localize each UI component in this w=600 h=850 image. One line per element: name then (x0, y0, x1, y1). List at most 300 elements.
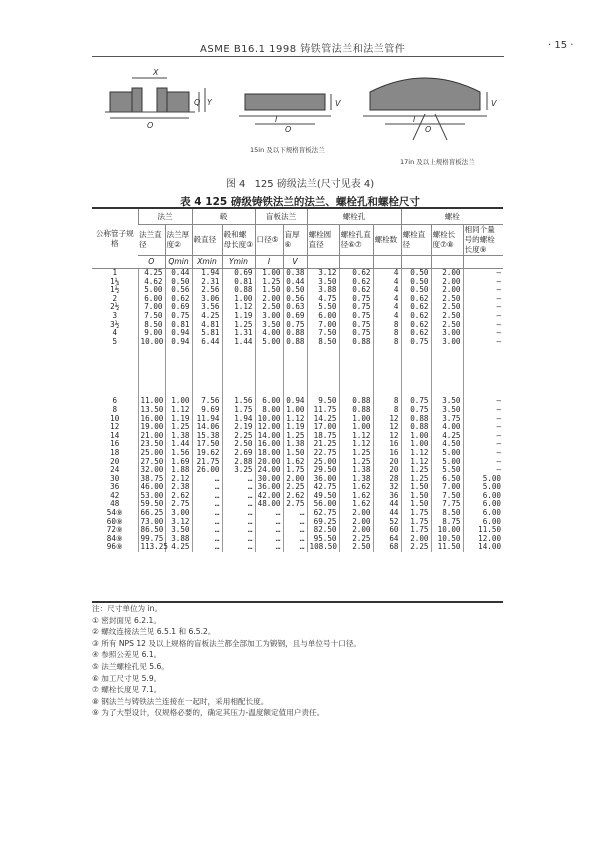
value-cell: 11.50 (431, 543, 463, 552)
value-cell: 11.00 (138, 397, 165, 406)
value-cell: 3.50 (431, 397, 463, 406)
value-cell: 0.75 (339, 303, 373, 312)
value-cell: 1.00 (401, 440, 431, 449)
value-cell: 2.50 (431, 321, 463, 330)
value-cell: 2.12 (165, 475, 192, 484)
col-symbol (339, 256, 373, 269)
col-symbol (463, 256, 503, 269)
value-cell: … (255, 518, 283, 527)
value-cell: 3.50 (307, 278, 339, 287)
value-cell: 0.94 (165, 338, 192, 347)
col-symbol: O (138, 256, 165, 269)
value-cell: 59.50 (138, 500, 165, 509)
blank-cell (339, 346, 373, 397)
value-cell: 1.25 (339, 458, 373, 467)
value-cell: 7.50 (431, 492, 463, 501)
value-cell: 5.50 (431, 466, 463, 475)
blank-cell (92, 346, 138, 397)
value-cell: 26.00 (192, 466, 222, 475)
value-cell: 6.44 (192, 338, 222, 347)
value-cell: … (192, 509, 222, 518)
value-cell: 82.50 (307, 526, 339, 535)
dim-o2-label: O (285, 125, 292, 134)
value-cell: — (463, 449, 503, 458)
value-cell: 36 (373, 492, 401, 501)
group-bolt-holes: 螺栓孔 (307, 209, 401, 225)
value-cell: 73.00 (138, 518, 165, 527)
value-cell: 86.50 (138, 526, 165, 535)
value-cell: 20 (373, 458, 401, 467)
value-cell: 0.88 (339, 338, 373, 347)
blank-cell (222, 346, 255, 397)
value-cell: 2.00 (255, 295, 283, 304)
value-cell: 3.75 (431, 415, 463, 424)
value-cell: 30.00 (255, 475, 283, 484)
value-cell: 60 (373, 526, 401, 535)
dim-i-label: I (275, 115, 278, 124)
col-symbol (373, 256, 401, 269)
group-bolts: 螺栓 (401, 209, 503, 225)
note-line: ⑤ 法兰螺栓孔见 5.6。 (92, 661, 169, 671)
value-cell: 2.19 (222, 423, 255, 432)
col-header: 螺栓数 (373, 225, 401, 256)
value-cell: 8.75 (431, 518, 463, 527)
value-cell: 20 (373, 466, 401, 475)
value-cell: 14.25 (307, 415, 339, 424)
value-cell: 22.75 (307, 449, 339, 458)
nps-cell: 1¼ (110, 276, 120, 286)
value-cell: 1.94 (192, 269, 222, 278)
value-cell: 8 (373, 338, 401, 347)
blank-cell (255, 346, 283, 397)
value-cell: 1.38 (339, 475, 373, 484)
value-cell: — (463, 338, 503, 347)
value-cell: 0.88 (283, 329, 307, 338)
value-cell: … (192, 543, 222, 552)
value-cell: 44 (373, 509, 401, 518)
blank-cell (373, 346, 401, 397)
value-cell: 0.50 (165, 278, 192, 287)
value-cell: 6.00 (463, 509, 503, 518)
value-cell: 1.62 (283, 458, 307, 467)
value-cell: 5.00 (431, 458, 463, 467)
value-cell: 113.25 (138, 543, 165, 552)
dim-i2-label: I (413, 115, 416, 124)
value-cell: 2.75 (283, 500, 307, 509)
col-symbol: Ymin (222, 256, 255, 269)
value-cell: 2.25 (222, 432, 255, 441)
value-cell: 4.75 (307, 295, 339, 304)
value-cell: 95.50 (307, 535, 339, 544)
value-cell: 28 (373, 475, 401, 484)
right-blind-label: 17in 及以上规格盲板法兰 (400, 158, 475, 166)
value-cell: 8 (373, 321, 401, 330)
nps-cell: 3 (112, 310, 118, 320)
value-cell: 1.56 (165, 449, 192, 458)
value-cell: 2.88 (222, 458, 255, 467)
value-cell: 0.75 (339, 329, 373, 338)
value-cell: … (192, 500, 222, 509)
value-cell: … (255, 543, 283, 552)
value-cell: 2.00 (283, 475, 307, 484)
value-cell: — (463, 329, 503, 338)
col-header: 盲厚⑥ (283, 225, 307, 256)
value-cell: 64 (373, 535, 401, 544)
value-cell: 5.81 (192, 329, 222, 338)
value-cell: … (283, 543, 307, 552)
value-cell: 4.25 (431, 432, 463, 441)
value-cell: — (463, 269, 503, 278)
value-cell: 1.12 (165, 406, 192, 415)
value-cell: 12 (373, 432, 401, 441)
value-cell: 7.00 (138, 303, 165, 312)
value-cell: 0.81 (222, 278, 255, 287)
nps-cell: 8 (112, 404, 118, 414)
nps-cell: 72⑨ (106, 525, 123, 535)
value-cell: 32 (373, 483, 401, 492)
value-cell: 7.56 (192, 397, 222, 406)
value-cell: 42.75 (307, 483, 339, 492)
value-cell: — (463, 295, 503, 304)
value-cell: 1.25 (222, 321, 255, 330)
value-cell: 0.75 (401, 338, 431, 347)
value-cell: 8.50 (138, 321, 165, 330)
value-cell: 3.12 (307, 269, 339, 278)
value-cell: 1.00 (255, 269, 283, 278)
group-flange: 法兰 (138, 209, 192, 225)
col-symbol (401, 256, 431, 269)
value-cell: 1.00 (165, 397, 192, 406)
value-cell: 1.50 (401, 500, 431, 509)
value-cell: 3.00 (431, 338, 463, 347)
nps-cell: 2½ (110, 302, 120, 312)
value-cell: 0.69 (222, 269, 255, 278)
value-cell: 3.50 (165, 526, 192, 535)
nps-cell: 6 (112, 396, 118, 406)
value-cell: 5.00 (255, 338, 283, 347)
col-header: 螺栓长度⑦⑧ (431, 225, 463, 256)
value-cell: 8.50 (431, 509, 463, 518)
value-cell: — (463, 423, 503, 432)
blank-cell (192, 346, 222, 397)
value-cell: 6.00 (255, 397, 283, 406)
value-cell: 0.62 (401, 312, 431, 321)
value-cell: 2.00 (339, 526, 373, 535)
value-cell: 0.75 (283, 321, 307, 330)
value-cell: 2.50 (431, 295, 463, 304)
value-cell: 18.75 (307, 432, 339, 441)
value-cell: 4.81 (192, 321, 222, 330)
value-cell: — (463, 466, 503, 475)
value-cell: — (463, 278, 503, 287)
value-cell: 12 (373, 423, 401, 432)
value-cell: 10.00 (138, 338, 165, 347)
value-cell: 1.19 (222, 312, 255, 321)
value-cell: … (192, 492, 222, 501)
nps-cell: 4 (112, 328, 118, 338)
value-cell: 6.00 (463, 500, 503, 509)
value-cell: 8.00 (255, 406, 283, 415)
value-cell: 1.56 (222, 397, 255, 406)
value-cell: 1.88 (165, 466, 192, 475)
value-cell: 1.25 (401, 466, 431, 475)
value-cell: 18.00 (255, 449, 283, 458)
value-cell: 1.50 (401, 492, 431, 501)
value-cell: … (222, 492, 255, 501)
value-cell: 1.19 (283, 423, 307, 432)
blank-cell (401, 346, 431, 397)
col-header: 相同个量号的螺栓长度⑨ (463, 225, 503, 256)
value-cell: … (192, 526, 222, 535)
group-blind-flange: 盲板法兰 (255, 209, 307, 225)
value-cell: 5.00 (138, 286, 165, 295)
value-cell: 12.00 (255, 423, 283, 432)
col-nps-header: 公称管子规格 (92, 209, 138, 269)
value-cell: 1.75 (401, 509, 431, 518)
value-cell: 5.00 (431, 449, 463, 458)
value-cell: 1.12 (401, 458, 431, 467)
value-cell: 0.50 (401, 269, 431, 278)
flange-drawing (95, 64, 505, 176)
value-cell: 29.50 (307, 466, 339, 475)
value-cell: 0.75 (165, 312, 192, 321)
value-cell: 32.00 (138, 466, 165, 475)
nps-cell: 3½ (110, 319, 120, 329)
value-cell: 1.25 (255, 278, 283, 287)
value-cell: 0.50 (401, 278, 431, 287)
value-cell: 2.00 (431, 278, 463, 287)
value-cell: 2.56 (192, 286, 222, 295)
value-cell: 1.00 (339, 423, 373, 432)
value-cell: 14.00 (255, 432, 283, 441)
value-cell: 0.88 (401, 415, 431, 424)
value-cell: 2.00 (431, 286, 463, 295)
value-cell: 1.75 (222, 406, 255, 415)
value-cell: 0.50 (283, 286, 307, 295)
note-line: ⑦ 螺栓长度见 7.1。 (92, 685, 162, 695)
col-symbol (431, 256, 463, 269)
value-cell: 0.81 (165, 321, 192, 330)
value-cell: 7.75 (431, 500, 463, 509)
value-cell: 108.50 (307, 543, 339, 552)
value-cell: 1.25 (165, 423, 192, 432)
value-cell: 12.00 (463, 535, 503, 544)
value-cell: 10.50 (431, 535, 463, 544)
value-cell: 4.62 (138, 278, 165, 287)
value-cell: 1.69 (165, 458, 192, 467)
value-cell: — (463, 303, 503, 312)
table-title: 表 4 125 磅级铸铁法兰的法兰、螺栓孔和螺栓尺寸 (180, 196, 420, 208)
value-cell: 52 (373, 518, 401, 527)
nps-cell: 96⑨ (106, 542, 123, 552)
value-cell: 36.00 (307, 475, 339, 484)
value-cell: 0.62 (401, 329, 431, 338)
value-cell: 4.00 (431, 423, 463, 432)
nps-cell: 1½ (110, 285, 120, 295)
value-cell: 2.50 (255, 303, 283, 312)
blank-cell (283, 346, 307, 397)
dim-q-label: Q (194, 98, 201, 107)
value-cell: 2.50 (431, 312, 463, 321)
value-cell: 3.12 (165, 518, 192, 527)
value-cell: 9.69 (192, 406, 222, 415)
value-cell: 16 (373, 440, 401, 449)
value-cell: 2.62 (283, 492, 307, 501)
nps-cell: 20 (110, 456, 120, 466)
page-number: · 15 · (548, 40, 574, 51)
value-cell: … (222, 500, 255, 509)
figure-caption-text: 125 磅级法兰(尺寸见表 4) (254, 179, 375, 190)
value-cell: 0.88 (401, 423, 431, 432)
value-cell: 0.62 (401, 295, 431, 304)
value-cell: 3.88 (307, 286, 339, 295)
value-cell: 0.94 (165, 329, 192, 338)
value-cell: 0.94 (283, 397, 307, 406)
value-cell: 17.50 (192, 440, 222, 449)
value-cell: — (463, 432, 503, 441)
value-cell: 0.62 (339, 269, 373, 278)
value-cell: 2.69 (222, 449, 255, 458)
value-cell: 1.25 (339, 449, 373, 458)
value-cell: 8.50 (307, 338, 339, 347)
value-cell: — (463, 415, 503, 424)
value-cell: … (222, 535, 255, 544)
value-cell: 0.88 (283, 338, 307, 347)
value-cell: 0.88 (339, 406, 373, 415)
value-cell: 8 (373, 397, 401, 406)
value-cell: … (222, 475, 255, 484)
value-cell: … (192, 535, 222, 544)
value-cell: 1.25 (401, 475, 431, 484)
value-cell: — (463, 440, 503, 449)
col-header: 螺栓直径 (401, 225, 431, 256)
value-cell: 38.75 (138, 475, 165, 484)
value-cell: 56.00 (307, 500, 339, 509)
value-cell: 0.75 (339, 295, 373, 304)
value-cell: 53.00 (138, 492, 165, 501)
value-cell: 3.88 (165, 535, 192, 544)
value-cell: 4 (373, 278, 401, 287)
col-header: 法兰厚度② (165, 225, 192, 256)
value-cell: 1.19 (165, 415, 192, 424)
value-cell: 2.25 (401, 543, 431, 552)
value-cell: 2.00 (339, 518, 373, 527)
note-line: ⑨ 为了大型设计，仅规格必要的，确定其压力-温度额定值用户责任。 (92, 708, 325, 718)
nps-cell: 30 (110, 473, 120, 483)
note-line: ③ 所有 NPS 12 及以上规格的盲板法兰都全部加工为锻钢，且与单位号十口径。 (92, 638, 362, 648)
dim-v-label: V (335, 99, 341, 108)
blank-cell (463, 346, 503, 397)
value-cell: 2.00 (431, 269, 463, 278)
value-cell: 1.44 (222, 338, 255, 347)
value-cell: 9.50 (307, 397, 339, 406)
value-cell: … (283, 535, 307, 544)
col-symbol (307, 256, 339, 269)
value-cell: 1.94 (222, 415, 255, 424)
value-cell: 1.12 (339, 440, 373, 449)
figure-number: 图 4 (225, 179, 246, 190)
nps-cell: 48 (110, 499, 120, 509)
page-header (0, 38, 600, 54)
value-cell: 0.62 (401, 321, 431, 330)
value-cell: 19.00 (138, 423, 165, 432)
nps-cell: 12 (110, 422, 120, 432)
group-hub: 毂 (192, 209, 255, 225)
value-cell: 2.38 (165, 483, 192, 492)
value-cell: 2.25 (283, 483, 307, 492)
value-cell: 0.88 (222, 286, 255, 295)
value-cell: 6.00 (463, 518, 503, 527)
value-cell: 1.44 (165, 440, 192, 449)
dim-x-label: X (153, 68, 159, 77)
value-cell: … (222, 543, 255, 552)
col-header: 毂直径 (192, 225, 222, 256)
value-cell: … (255, 535, 283, 544)
value-cell: 6.00 (138, 295, 165, 304)
value-cell: 7.00 (307, 321, 339, 330)
value-cell: 8 (373, 329, 401, 338)
value-cell: 1.12 (283, 415, 307, 424)
value-cell: 4 (373, 312, 401, 321)
col-header: 毂和螺母长度③ (222, 225, 255, 256)
value-cell: 1.50 (255, 286, 283, 295)
value-cell: 0.63 (283, 303, 307, 312)
value-cell: 1.12 (401, 449, 431, 458)
value-cell: 3.50 (255, 321, 283, 330)
value-cell: 0.56 (283, 295, 307, 304)
value-cell: 2.50 (339, 543, 373, 552)
value-cell: 99.75 (138, 535, 165, 544)
value-cell: 1.62 (339, 492, 373, 501)
nps-cell: 2 (112, 293, 118, 303)
value-cell: 5.50 (307, 303, 339, 312)
value-cell: 1.50 (283, 449, 307, 458)
value-cell: 4 (373, 269, 401, 278)
value-cell: 4 (373, 303, 401, 312)
value-cell: 4.25 (138, 269, 165, 278)
value-cell: 3.00 (165, 509, 192, 518)
table-blank-gap (92, 346, 503, 397)
nps-cell: 1 (112, 268, 118, 277)
value-cell: 2.75 (165, 500, 192, 509)
value-cell: 20.00 (255, 458, 283, 467)
value-cell: 0.50 (401, 286, 431, 295)
value-cell: 25.00 (307, 458, 339, 467)
col-symbol: I (255, 256, 283, 269)
note-line: 注：尺寸单位为 in。 (92, 604, 163, 613)
value-cell: 4.25 (192, 312, 222, 321)
value-cell: — (463, 458, 503, 467)
value-cell: 5.00 (463, 483, 503, 492)
value-cell: 1.00 (339, 415, 373, 424)
header-title: ASME B16.1 1998 铸铁管法兰和法兰管件 (200, 44, 406, 55)
value-cell: 4 (373, 286, 401, 295)
value-cell: 3.50 (431, 406, 463, 415)
value-cell: 69.25 (307, 518, 339, 527)
value-cell: … (255, 526, 283, 535)
note-line: ① 密封面见 6.2.1。 (92, 615, 161, 625)
value-cell: … (192, 483, 222, 492)
value-cell: 21.00 (138, 432, 165, 441)
value-cell: 2.50 (222, 440, 255, 449)
dim-o-label: O (147, 121, 154, 130)
value-cell: 4.25 (165, 543, 192, 552)
value-cell: 4.00 (255, 329, 283, 338)
value-cell: 2.00 (401, 535, 431, 544)
value-cell: 0.44 (165, 269, 192, 278)
value-cell: 14.00 (463, 543, 503, 552)
value-cell: 1.12 (339, 432, 373, 441)
